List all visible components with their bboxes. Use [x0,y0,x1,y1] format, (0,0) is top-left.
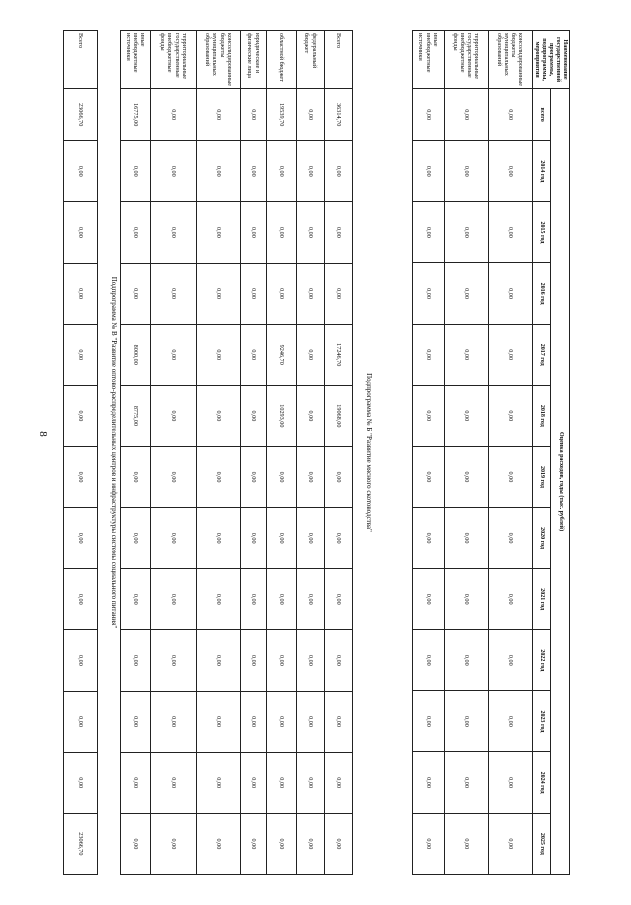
table-cell: 0,00 [241,813,267,874]
table-cell: 0,00 [241,202,267,263]
table-cell: 0,00 [488,507,532,568]
table-cell: 0,00 [151,569,197,630]
row-total: 0,00 [197,89,241,141]
table-cell: 0,00 [241,263,267,324]
table-cell: 0,00 [121,569,151,630]
header-year: 2016 год [532,263,551,324]
table-cell: 0,00 [121,446,151,507]
table-cell: 0,00 [325,569,353,630]
table-cell: 0,00 [297,141,325,202]
table-cell: 0,00 [151,324,197,385]
row-total: 36314,70 [325,89,353,141]
table-cell: 0,00 [241,691,267,752]
row-label: федеральный бюджет [297,31,325,89]
header-name: Наименование государственной программы, подпрограммы, мероприятия [532,31,569,89]
table-cell: 0,00 [151,263,197,324]
table-cell: 0,00 [151,385,197,446]
table-cell: 0,00 [151,691,197,752]
table-cell: 0,00 [121,630,151,691]
table-cell: 0,00 [267,569,297,630]
table-cell: 0,00 [444,324,488,385]
table-cell: 0,00 [444,385,488,446]
row-total: 0,00 [412,89,444,141]
table-cell: 0,00 [297,263,325,324]
table-cell: 0,00 [412,324,444,385]
table-cell: 0,00 [325,141,353,202]
row-label: юридические и физические лица [241,31,267,89]
table-cell: 0,00 [297,813,325,874]
budget-table-continuation [412,30,570,875]
table-cell: 0,00 [151,202,197,263]
table-cell: 0,00 [444,141,488,202]
table-cell: 0,00 [241,508,267,569]
table-cell: 0,00 [121,508,151,569]
table-cell: 0,00 [297,202,325,263]
table-cell: 0,00 [488,691,532,752]
table-cell: 0,00 [197,569,241,630]
row-label: Всего [325,31,353,89]
table-cell: 0,00 [297,630,325,691]
header-year: 2020 год [532,507,551,568]
header-year: 2022 год [532,630,551,691]
table-cell: 0,00 [488,569,532,630]
header-year: 2025 год [532,813,551,874]
table-cell: 8775,00 [121,385,151,446]
table-cell: 0,00 [444,569,488,630]
table-cell: 0,00 [197,446,241,507]
table-cell: 0,00 [197,630,241,691]
table-cell: 0,00 [412,813,444,874]
table-cell: 0,00 [325,813,353,874]
table-cell: 0,00 [412,141,444,202]
row-label: иные внебюджетные источники [121,31,151,89]
table-cell: 0,00 [64,263,98,324]
table-cell: 0,00 [121,202,151,263]
table-cell: 0,00 [488,752,532,813]
header-estimate: Оценка расходов, годы (тыс. рублей) [551,89,570,875]
subprogram-b-caption: Подпрограмма № Б "Развитие мясного скотоводства" [365,373,373,532]
table-cell: 0,00 [64,141,98,202]
table-cell: 0,00 [64,385,98,446]
table-cell: 0,00 [121,813,151,874]
table-cell: 0,00 [444,813,488,874]
table-cell: 0,00 [267,141,297,202]
table-cell: 0,00 [412,446,444,507]
table-cell: 0,00 [325,446,353,507]
table-cell: 0,00 [297,569,325,630]
table-cell: 0,00 [64,324,98,385]
header-year: 2015 год [532,202,551,263]
row-label: территориальные государственные внебюджетные фонды [151,31,197,89]
table-cell: 0,00 [197,141,241,202]
table-cell: 10293,00 [267,385,297,446]
table-cell: 0,00 [197,752,241,813]
table-row [297,31,325,875]
table-row [444,31,488,875]
table-cell: 0,00 [412,507,444,568]
table-cell: 0,00 [297,508,325,569]
table-cell: 0,00 [241,446,267,507]
table-cell: 0,00 [297,752,325,813]
table-cell: 0,00 [444,507,488,568]
header-year: 2024 год [532,752,551,813]
table-row [64,31,98,875]
table-cell: 0,00 [488,385,532,446]
table-cell: 0,00 [325,508,353,569]
table-cell: 0,00 [444,752,488,813]
table-cell: 0,00 [151,630,197,691]
row-total: 0,00 [151,89,197,141]
table-cell: 0,00 [297,446,325,507]
header-total: всего [532,89,551,141]
table-cell: 0,00 [297,691,325,752]
table-cell: 0,00 [151,813,197,874]
table-cell: 0,00 [197,324,241,385]
table-cell: 0,00 [64,569,98,630]
row-total: 16775,00 [121,89,151,141]
table-cell: 0,00 [197,691,241,752]
table-cell: 0,00 [64,691,98,752]
row-total: 0,00 [297,89,325,141]
table-cell: 0,00 [325,752,353,813]
table-cell: 0,00 [197,263,241,324]
table-cell: 0,00 [121,752,151,813]
table-cell: 0,00 [325,263,353,324]
table-cell: 0,00 [151,446,197,507]
table-cell: 0,00 [151,508,197,569]
table-cell: 17246,70 [325,324,353,385]
row-label: консолидированные бюджеты муниципальных образований [197,31,241,89]
table-cell: 0,00 [297,385,325,446]
header-year: 2018 год [532,385,551,446]
table-cell: 0,00 [241,141,267,202]
table-cell: 0,00 [412,202,444,263]
subprogram-v-caption: Подпрограмма № В "Развитие оптово-распределительных центров и инфраструктуры системы социального питания" [110,276,118,629]
table-row [241,31,267,875]
table-cell: 0,00 [267,263,297,324]
subprogram-v-table [63,30,98,875]
table-cell: 0,00 [488,263,532,324]
table-cell: 0,00 [197,202,241,263]
table-cell: 0,00 [412,752,444,813]
table-cell: 0,00 [297,324,325,385]
table-row [151,31,197,875]
table-row [412,31,444,875]
table-cell: 0,00 [121,263,151,324]
row-label: Всего [64,31,98,89]
table-cell: 0,00 [241,569,267,630]
subprogram-b-table [120,30,353,875]
row-total: 23066,70 [64,89,98,141]
table-cell: 0,00 [412,385,444,446]
table-cell: 0,00 [488,324,532,385]
table-cell: 0,00 [267,202,297,263]
table-cell: 23066,70 [64,813,98,874]
page-number: 8 [36,431,49,437]
table-cell: 0,00 [488,202,532,263]
table-cell: 0,00 [325,630,353,691]
header-year: 2017 год [532,324,551,385]
table-cell: 0,00 [488,813,532,874]
table-cell: 0,00 [444,630,488,691]
table-cell: 0,00 [241,324,267,385]
row-label: консолидированные бюджеты муниципальных образований [488,31,532,89]
row-total: 0,00 [488,89,532,141]
row-label: иные внебюджетные источники [412,31,444,89]
header-year: 2014 год [532,141,551,202]
table-cell: 0,00 [267,630,297,691]
row-total: 0,00 [241,89,267,141]
table-cell: 0,00 [121,691,151,752]
row-total: 19539,70 [267,89,297,141]
table-cell: 0,00 [241,630,267,691]
table-cell: 0,00 [444,202,488,263]
table-row [121,31,151,875]
table-cell: 0,00 [241,385,267,446]
table-cell: 0,00 [412,691,444,752]
table-row [325,31,353,875]
table-cell: 0,00 [488,446,532,507]
table-cell: 0,00 [412,569,444,630]
table-cell: 0,00 [267,691,297,752]
table-cell: 0,00 [267,508,297,569]
header-year: 2023 год [532,691,551,752]
row-total: 0,00 [444,89,488,141]
row-label: территориальные государственные внебюджетные фонды [444,31,488,89]
table-cell: 0,00 [267,752,297,813]
table-row [267,31,297,875]
table-row [197,31,241,875]
header-year: 2021 год [532,569,551,630]
table-cell: 0,00 [488,630,532,691]
table-cell: 0,00 [325,691,353,752]
table-cell: 0,00 [325,202,353,263]
header-year: 2019 год [532,446,551,507]
table-cell: 0,00 [488,141,532,202]
table-cell: 0,00 [64,508,98,569]
rotated-page-content [60,30,570,875]
table-cell: 0,00 [444,691,488,752]
table-cell: 0,00 [412,630,444,691]
table-cell: 0,00 [444,263,488,324]
table-cell: 0,00 [64,752,98,813]
table-cell: 0,00 [64,630,98,691]
table-cell: 0,00 [151,141,197,202]
table-cell: 9246,70 [267,324,297,385]
table-cell: 0,00 [444,446,488,507]
table-cell: 0,00 [412,263,444,324]
table-cell: 0,00 [267,446,297,507]
table-cell: 0,00 [121,141,151,202]
table-cell: 0,00 [64,446,98,507]
table-cell: 0,00 [197,813,241,874]
table-cell: 0,00 [197,385,241,446]
table-cell: 0,00 [64,202,98,263]
table-cell: 0,00 [267,813,297,874]
row-label: областной бюджет [267,31,297,89]
table-row [488,31,532,875]
table-cell: 8000,00 [121,324,151,385]
table-cell: 19068,00 [325,385,353,446]
table-cell: 0,00 [151,752,197,813]
table-cell: 0,00 [241,752,267,813]
table-cell: 0,00 [197,508,241,569]
